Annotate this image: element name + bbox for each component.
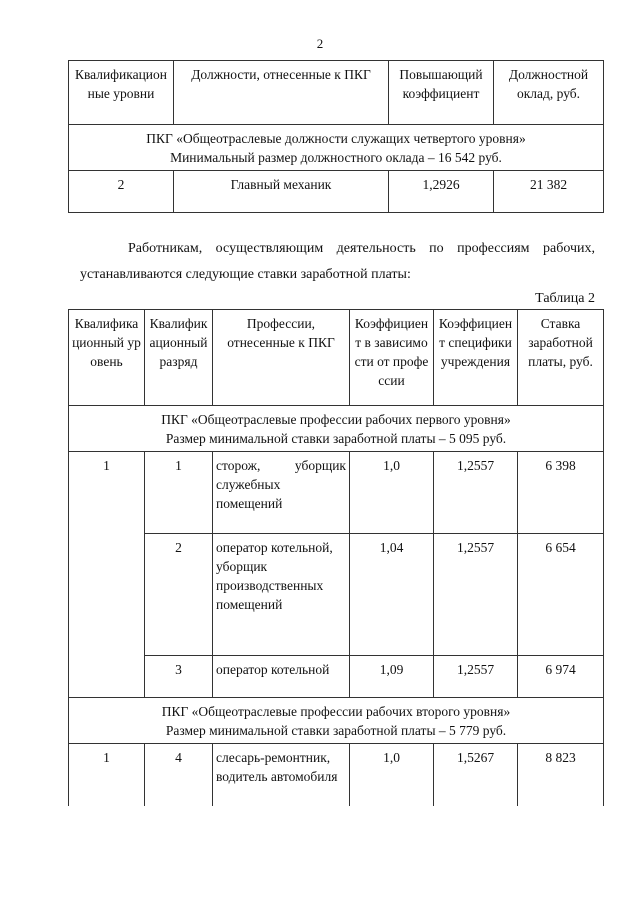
group-title: ПКГ «Общеотраслевые должности служащих четвертого уровня» xyxy=(146,131,526,146)
cell-rate: 6 398 xyxy=(518,452,604,534)
group-header xyxy=(69,406,604,452)
cell-coefficient: 1,0 xyxy=(350,744,434,806)
table-row xyxy=(69,656,604,698)
cell-specific: 1,2557 xyxy=(434,452,518,534)
cell-level: 1 xyxy=(69,452,145,698)
table-title: Таблица 2 xyxy=(535,291,595,306)
cell-rate: 6 654 xyxy=(518,534,604,656)
intro-paragraph xyxy=(80,236,595,288)
table-row xyxy=(69,744,604,806)
cell-profession: слесарь-ремонтник, водитель автомобиля xyxy=(213,744,350,806)
header-cell: Должности, отнесенные к ПКГ xyxy=(174,61,389,125)
table-header-row xyxy=(69,61,604,125)
group-minimum: Размер минимальной ставки заработной платы – 5 095 руб. xyxy=(165,431,507,446)
cell-rate: 6 974 xyxy=(518,656,604,698)
cell-grade: 2 xyxy=(145,534,213,656)
group-title: ПКГ «Общеотраслевые профессии рабочих второго уровня» xyxy=(161,704,511,719)
group-minimum: Размер минимальной ставки заработной платы – 5 779 руб. xyxy=(165,723,507,738)
header-cell: Коэффициент специфики учреждения xyxy=(434,310,518,406)
table-row xyxy=(69,452,604,534)
cell-salary: 21 382 xyxy=(494,171,604,213)
cell-coefficient: 1,0 xyxy=(350,452,434,534)
intro-line-2: устанавливаются следующие ставки заработной платы: xyxy=(80,267,411,282)
cell-coefficient: 1,09 xyxy=(350,656,434,698)
cell-profession: оператор котельной, уборщик производственных помещений xyxy=(213,534,350,656)
group-header xyxy=(69,125,604,171)
cell-specific: 1,5267 xyxy=(434,744,518,806)
table-row xyxy=(69,534,604,656)
cell-coefficient: 1,04 xyxy=(350,534,434,656)
positions-table xyxy=(68,60,604,213)
page-number: 2 xyxy=(316,36,324,51)
cell-profession: оператор котельной xyxy=(213,656,350,698)
cell-rate: 8 823 xyxy=(518,744,604,806)
wage-rates-table xyxy=(68,309,604,806)
table-header-row xyxy=(69,310,604,406)
header-cell: Профессии, отнесенные к ПКГ xyxy=(213,310,350,406)
header-cell: Коэффициент в зависимости от профессии xyxy=(350,310,434,406)
header-cell: Повышающий коэффициент xyxy=(389,61,494,125)
cell-position: Главный механик xyxy=(174,171,389,213)
cell-grade: 3 xyxy=(145,656,213,698)
group-title: ПКГ «Общеотраслевые профессии рабочих первого уровня» xyxy=(161,412,511,427)
group-header-row xyxy=(69,698,604,744)
intro-line-1: Работникам, осуществляющим деятельность по профессиям рабочих, xyxy=(128,241,595,256)
group-header-row xyxy=(69,406,604,452)
header-cell: Квалификационные уровни xyxy=(69,61,174,125)
cell-profession: сторож, уборщик служебных помещений xyxy=(213,452,350,534)
header-cell: Квалификационный уровень xyxy=(69,310,145,406)
cell-level: 1 xyxy=(69,744,145,806)
cell-grade: 1 xyxy=(145,452,213,534)
group-header-row xyxy=(69,125,604,171)
cell-grade: 4 xyxy=(145,744,213,806)
cell-level: 2 xyxy=(69,171,174,213)
cell-specific: 1,2557 xyxy=(434,534,518,656)
header-cell: Ставка заработной платы, руб. xyxy=(518,310,604,406)
table-row xyxy=(69,171,604,213)
header-cell: Должностной оклад, руб. xyxy=(494,61,604,125)
cell-specific: 1,2557 xyxy=(434,656,518,698)
group-minimum: Минимальный размер должностного оклада – 16 542 руб. xyxy=(170,150,502,165)
header-cell: Квалификационный разряд xyxy=(145,310,213,406)
cell-coefficient: 1,2926 xyxy=(389,171,494,213)
group-header xyxy=(69,698,604,744)
